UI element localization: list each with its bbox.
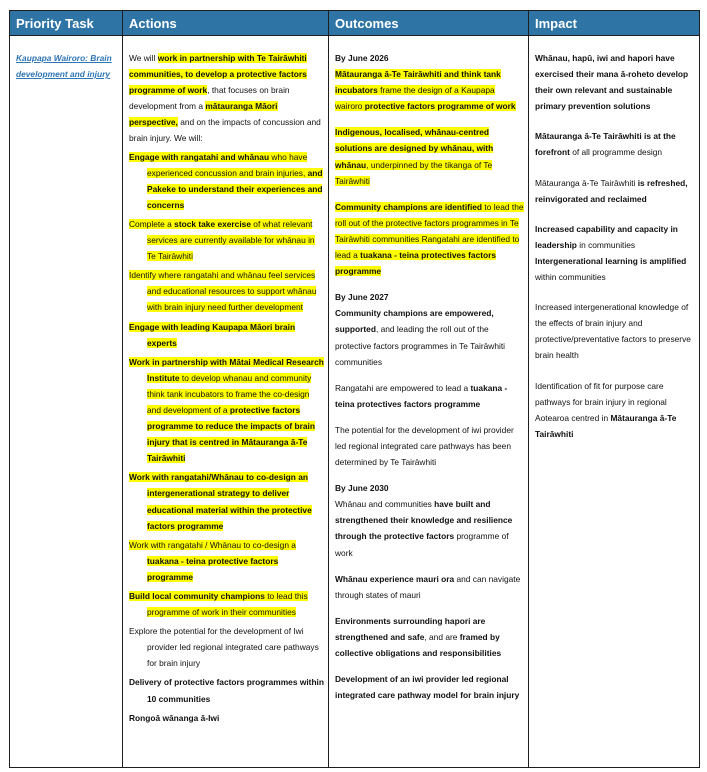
impact-item: [535, 50, 695, 114]
outcome-item: [335, 671, 524, 703]
priority-task-link[interactable]: Kaupapa Wairoro: Brain development and injury: [16, 53, 112, 80]
text-run: , and are: [424, 631, 460, 642]
action-item: [129, 149, 324, 213]
text-run: Whānau, hapū, iwi and hapori have exercised their mana ā-roheto develop their own: [535, 53, 689, 96]
text-run: tuakana - teina protectives factors programme: [335, 250, 497, 277]
text-run: framed by collective obligations and responsibilities: [335, 631, 502, 658]
action-item: [129, 710, 324, 726]
outcomes-list: [335, 50, 524, 703]
text-run: to develop whanau and community think tank incubators to frame the co-design and development of a: [147, 372, 312, 415]
priority-task-cell: [10, 36, 123, 768]
impact-item: [535, 221, 695, 285]
action-item: [129, 674, 324, 706]
header-impact: Impact: [529, 11, 700, 36]
text-run: and on the impacts of concussion and brain injury. We will:: [129, 117, 321, 144]
actions-intro: [129, 50, 324, 147]
outcome-period-heading: By June 2030: [335, 483, 389, 494]
text-run: Work in partnership with Mātai Medical Research Institute: [129, 356, 324, 383]
text-run: Delivery of protective factors programmes within 10 communities: [129, 677, 325, 704]
impact-item: [535, 128, 695, 160]
actions-list: [129, 149, 324, 726]
text-run: in communities: [576, 239, 636, 250]
text-run: Identify where rangatahi and whānau feel services and educational resources to support whānau with brain injury need further development: [129, 270, 317, 313]
text-run: Indigenous, localised, whānau-centred solutions are designed by whānau, with whānau: [335, 127, 494, 170]
text-run: , underpinned by the tikanga of Te Tairāwhiti: [335, 159, 493, 186]
text-run: Intergenerational learning is amplified: [535, 255, 687, 266]
text-run: work in partnership with Te Tairāwhiti communities, to develop a protective factors programme of work: [129, 53, 307, 96]
text-run: Rongoā wānanga ā-Iwi: [129, 712, 220, 723]
text-run: protective factors programme to reduce the impacts of brain injury that is centred in Mātauranga ā-Te Tairāwhiti: [147, 404, 315, 464]
text-run: , that focuses on brain development from a: [129, 85, 290, 112]
text-run: Complete a: [129, 218, 175, 229]
outcomes-cell: [329, 36, 529, 768]
text-run: Identification of fit for purpose care pathways for brain injury in regional Aotearoa centred in: [535, 380, 667, 423]
text-run: and Pakeke to understand their experiences and concerns: [147, 167, 323, 210]
outcome-item: [335, 496, 524, 560]
text-run: Increased capability and capacity in leadership: [535, 223, 678, 250]
text-run: protective factors programme of work: [364, 101, 516, 112]
outcome-item: [335, 380, 524, 412]
text-run: have built and strengthened their knowledge and resilience through the protective factors: [335, 499, 513, 542]
outcome-item: [335, 305, 524, 369]
text-run: Mātauranga ā-Te Tairāwhiti: [535, 412, 677, 439]
outcome-item: [335, 571, 524, 603]
action-item: [129, 216, 324, 264]
text-run: , and leading the roll out of the protective factors programmes in Te Tairāwhiti communities: [335, 324, 506, 367]
text-run: Engage with rangatahi and whānau: [129, 151, 270, 162]
table-row: [10, 36, 700, 768]
text-run: Work with rangatahi / Whānau to co-design a: [129, 539, 296, 550]
text-run: Build local community champions: [129, 591, 265, 601]
text-run: We will: [129, 53, 158, 63]
impact-item: [535, 175, 695, 207]
impact-item: [535, 378, 695, 442]
outcome-item: [335, 66, 524, 114]
outcome-item: [335, 199, 524, 279]
impact-item: [535, 299, 695, 363]
text-run: of what relevant services are currently available for whānau in Te Tairāwhiti: [147, 218, 315, 262]
text-run: tuakana - teina protectives factors programme: [335, 382, 508, 409]
text-run: mātauranga Māori perspective,: [129, 101, 278, 128]
impact-cell: [529, 36, 700, 768]
text-run: Engage with leading Kaupapa Māori brain experts: [129, 321, 296, 348]
text-run: relevant and sustainable primary prevention solutions: [535, 85, 673, 112]
text-run: within communities: [535, 272, 606, 283]
action-item: [129, 267, 324, 315]
text-run: of all programme design: [569, 147, 663, 158]
text-run: and can navigate through states of mauri: [335, 573, 521, 600]
text-run: Community champions are empowered, supported: [335, 308, 494, 335]
action-item: [129, 588, 324, 620]
text-run: Mātauranga ā-Te Tairāwhiti is at the forefront: [535, 131, 676, 158]
text-run: Community champions are identified: [335, 201, 483, 212]
text-run: Environments surrounding hapori are strengthened and safe: [335, 615, 486, 642]
text-run: to lead this programme of work in their communities: [147, 591, 308, 618]
action-item: [129, 469, 324, 533]
header-actions: Actions: [123, 11, 329, 36]
header-priority-task: Priority Task: [10, 11, 123, 36]
text-run: to lead the roll out of the protective factors programmes in Te Tairāwhiti communities Rangatahi are identified to lead a: [335, 201, 524, 261]
text-run: programme of work: [335, 531, 509, 558]
outcome-item: [335, 124, 524, 188]
text-run: Work with rangatahi/Whānau to co-design an intergenerational strategy to deliver educational material within the protective factors programme: [129, 472, 312, 531]
text-run: Increased intergenerational knowledge of the effects of brain injury and protective/preventative factors to preserve brain health: [535, 302, 691, 361]
action-item: [129, 537, 324, 585]
outcome-period-heading: By June 2026: [335, 53, 389, 63]
text-run: frame the design of a Kaupapa wairoro: [335, 85, 495, 112]
outcome-item: [335, 422, 524, 470]
outcome-period-heading: By June 2027: [335, 292, 389, 303]
text-run: The potential for the development of iwi provider led regional integrated care pathways has been determined by Te Tairāwhiti: [335, 424, 514, 468]
text-run: Mātauranga ā-Te Tairāwhiti: [535, 177, 638, 188]
action-item: [129, 354, 324, 467]
header-row: [10, 11, 700, 36]
header-outcomes: Outcomes: [329, 11, 529, 36]
text-run: is refreshed, reinvigorated and reclaimed: [535, 177, 688, 204]
text-run: tuakana - teina protective factors programme: [147, 555, 279, 582]
text-run: Rangatahi are empowered to lead a: [335, 382, 471, 393]
outcome-item: [335, 613, 524, 661]
action-item: [129, 623, 324, 671]
text-run: stock take exercise: [174, 218, 251, 229]
text-run: Whānau experience mauri ora: [335, 573, 455, 584]
impact-list: [535, 50, 695, 442]
actions-cell: [123, 36, 329, 768]
text-run: who have experienced concussion and brain injuries,: [147, 151, 308, 178]
action-item: [129, 319, 324, 351]
text-run: Whānau and communities: [335, 499, 435, 510]
text-run: Mātauranga ā-Te Tairāwhiti and think tank incubators: [335, 69, 501, 96]
text-run: Explore the potential for the development of Iwi provider led regional integrated care pathways for brain injury: [129, 626, 319, 669]
text-run: Development of an iwi provider led regional integrated care pathway model for brain injury: [335, 674, 520, 701]
priority-task-table: [9, 10, 700, 768]
